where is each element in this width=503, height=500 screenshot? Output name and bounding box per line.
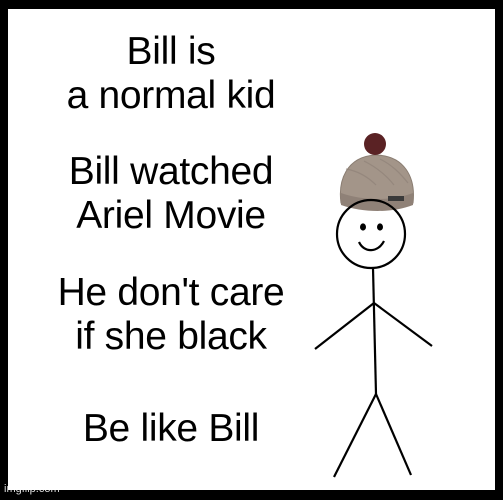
caption-line-6: if she black: [75, 315, 267, 358]
right-eye: [377, 223, 383, 230]
meme-panel: [8, 9, 495, 490]
beanie-label: [388, 196, 404, 201]
torso: [373, 268, 376, 394]
caption-line-5: He don't care: [57, 271, 285, 314]
stick-figure-bill: [8, 9, 495, 490]
left-leg: [334, 394, 376, 477]
smile: [359, 241, 384, 250]
caption-line-3: Bill watched: [68, 150, 274, 193]
imgflip-watermark: imgflip.com: [4, 483, 60, 495]
right-arm: [374, 303, 432, 346]
right-leg: [376, 394, 411, 475]
left-eye: [360, 223, 366, 230]
caption-line-2: a normal kid: [66, 74, 276, 117]
beanie-icon: [340, 133, 413, 211]
caption-line-7: Be like Bill: [82, 407, 260, 450]
caption-line-1: Bill is: [126, 30, 216, 73]
pompom: [364, 133, 386, 155]
left-arm: [315, 303, 374, 349]
caption-line-4: Ariel Movie: [76, 194, 266, 237]
